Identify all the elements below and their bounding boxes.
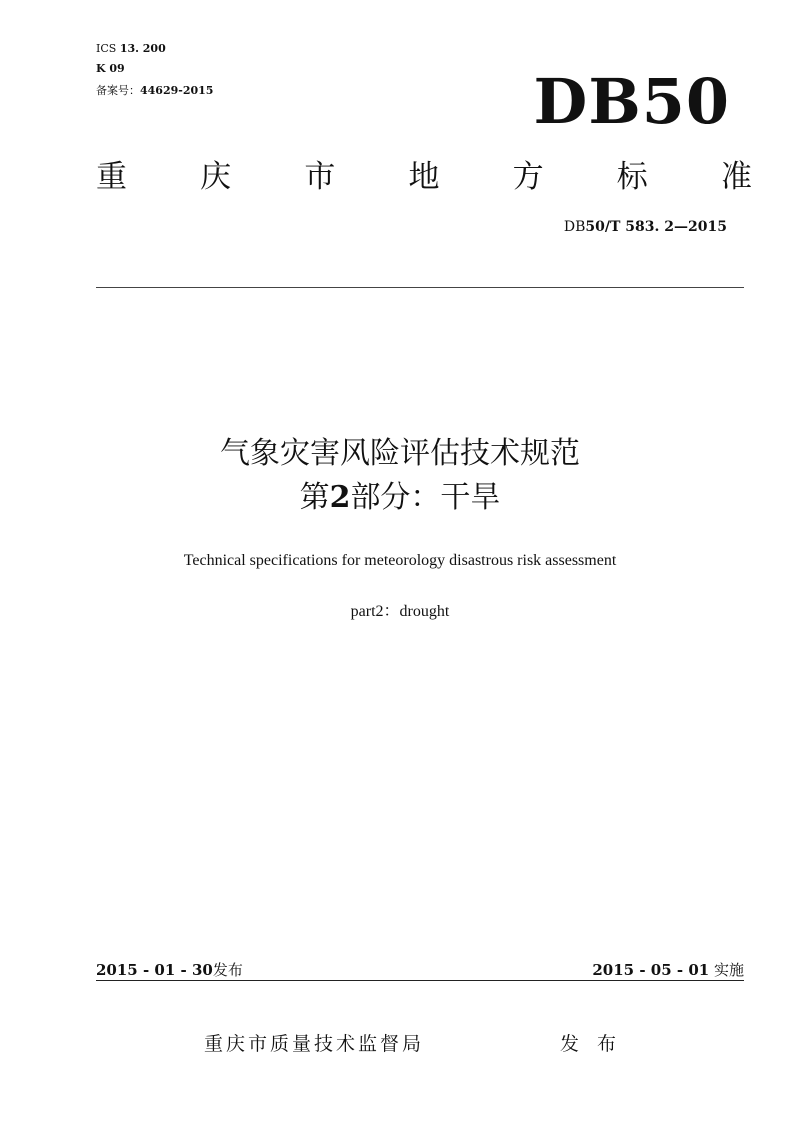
standard-type-char: 庆 [200,159,232,195]
standard-type-title [96,157,752,197]
effective-date [560,960,744,980]
release-date-value: 2015 - 01 - 30 [96,961,213,979]
ics-value: 13. 200 [119,42,166,55]
standard-type-char: 方 [512,159,544,195]
standard-type-char: 地 [408,159,440,195]
standard-type-char: 市 [304,159,336,195]
ics-code [96,42,166,55]
document-subtitle [0,478,800,518]
release-label: 发布 [212,961,243,979]
standard-logo: DB50 [533,65,730,138]
issue-action: 发 布 [560,1033,623,1055]
document-title: 气象灾害风险评估技术规范 [220,436,580,471]
ics-label: ICS [96,42,117,55]
release-date [96,960,243,980]
effective-label: 实施 [713,961,744,979]
record-label: 备案号： [96,84,140,97]
classification-code: K 09 [96,62,125,75]
effective-date-value: 2015 - 05 - 01 [592,961,710,979]
footer-divider [96,980,744,981]
subtitle-part-number: 2 [329,480,351,515]
standard-number-prefix: DB [563,219,586,235]
record-number [96,84,213,97]
record-value: 44629-2015 [140,84,214,97]
subtitle-suffix: 部分：干旱 [350,480,501,515]
english-part-title: part2：drought [350,603,450,620]
english-title: Technical specifications for meteorology disastrous risk assessment [183,552,617,569]
header-divider [96,287,744,288]
issuing-authority: 重庆市质量技术监督局 [204,1033,425,1055]
standard-number-value: 50/T 583. 2—2015 [585,219,727,235]
standard-type-char: 标 [616,159,648,195]
standard-number [430,218,727,236]
standard-type-char: 准 [720,159,752,195]
subtitle-prefix: 第 [299,480,330,515]
standard-type-char: 重 [96,159,127,195]
